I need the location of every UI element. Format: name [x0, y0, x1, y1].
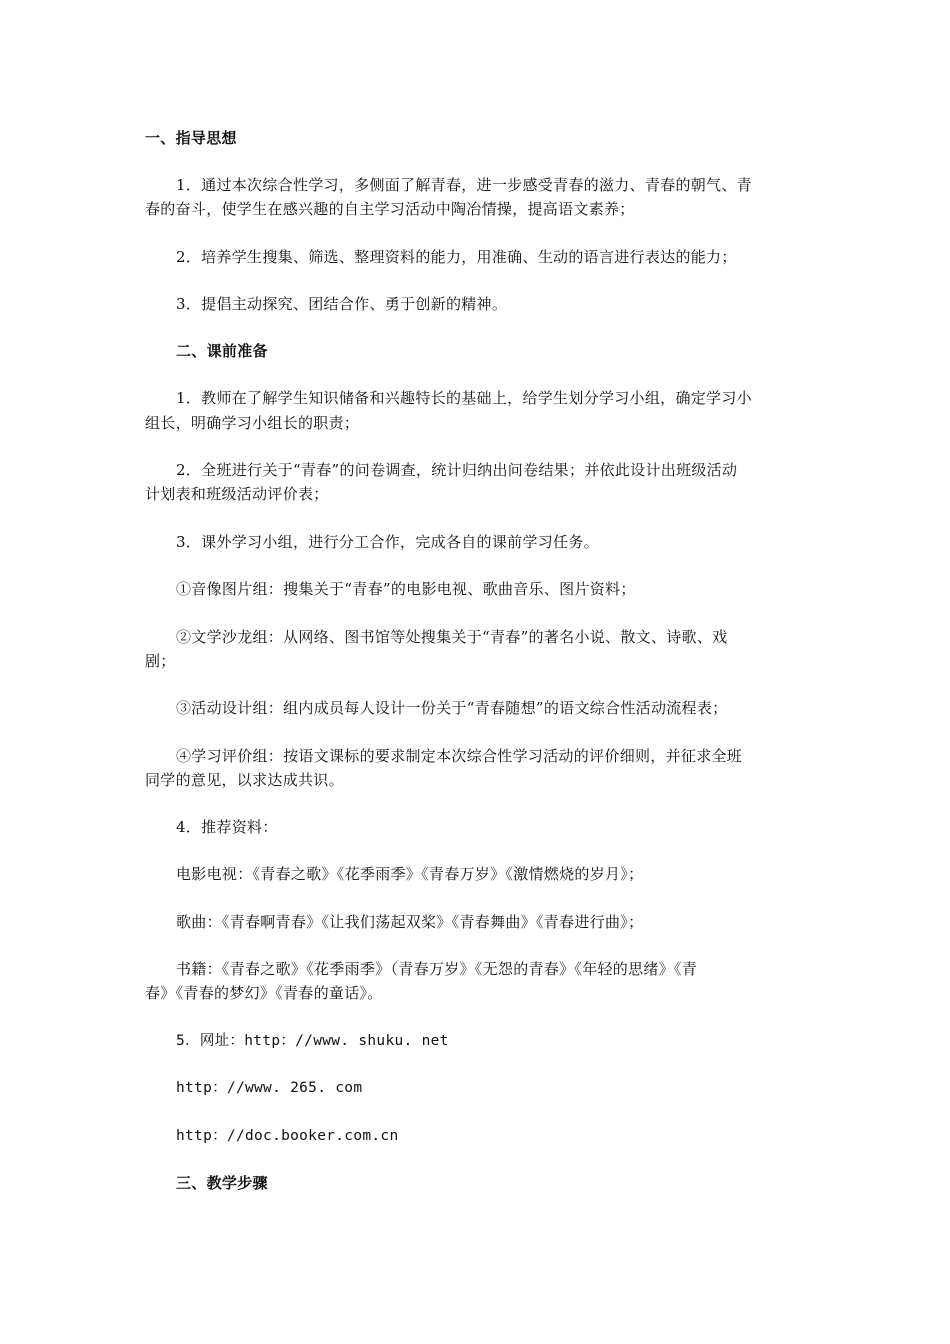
section-heading-guiding-thought: 一、指导思想: [145, 129, 237, 147]
paragraph-line: 组长，明确学习小组长的职责；: [145, 414, 360, 432]
paragraph-line: 剧；: [145, 652, 176, 670]
paragraph-line: 1．教师在了解学生知识储备和兴趣特长的基础上，给学生划分学习小组，确定学习小: [176, 389, 752, 407]
paragraph-line: http：//www. 265. com: [176, 1080, 363, 1096]
paragraph-line: 2．培养学生搜集、筛选、整理资料的能力，用准确、生动的语言进行表达的能力；: [176, 248, 737, 266]
paragraph-line: 1．通过本次综合性学习，多侧面了解青春，进一步感受青春的滋力、青春的朝气、青: [176, 176, 752, 194]
paragraph-line: 春的奋斗，使学生在感兴趣的自主学习活动中陶冶情操，提高语文素养；: [145, 200, 635, 218]
paragraph-line: 2．全班进行关于“青春”的问卷调查，统计归纳出问卷结果；并依此设计出班级活动: [176, 461, 738, 479]
paragraph-line: 4．推荐资料：: [176, 818, 278, 836]
paragraph-line: 3．课外学习小组，进行分工合作，完成各自的课前学习任务。: [176, 533, 599, 551]
paragraph-line: 书籍：《青春之歌》《花季雨季》（青春万岁》《无怨的青春》《年轻的思绪》《青: [176, 960, 698, 978]
paragraph-line: 计划表和班级活动评价表；: [145, 485, 329, 503]
paragraph-line: 3．提倡主动探究、团结合作、勇于创新的精神。: [176, 295, 508, 313]
paragraph-line: 春》《青春的梦幻》《青春的童话》。: [145, 984, 383, 1002]
section-heading-teaching-steps: 三、教学步骤: [176, 1174, 268, 1192]
paragraph-line: 5．网址：http：//www. shuku. net: [176, 1033, 449, 1049]
paragraph-line: ①音像图片组：搜集关于“青春”的电影电视、歌曲音乐、图片资料；: [176, 580, 636, 598]
section-heading-preparation: 二、课前准备: [176, 342, 268, 360]
paragraph-line: 电影电视：《青春之歌》《花季雨季》《青春万岁》《激情燃烧的岁月》；: [176, 865, 644, 883]
paragraph-line: 歌曲：《青春啊青春》《让我们荡起双桨》《青春舞曲》《青春进行曲》；: [176, 913, 644, 931]
paragraph-line: ④学习评价组：按语文课标的要求制定本次综合性学习活动的评价细则，并征求全班: [176, 747, 743, 765]
paragraph-line: ②文学沙龙组：从网络、图书馆等处搜集关于“青春”的著名小说、散文、诗歌、戏: [176, 628, 728, 646]
paragraph-line: ③活动设计组：组内成员每人设计一份关于“青春随想”的语文综合性活动流程表；: [176, 699, 728, 717]
paragraph-line: 同学的意见，以求达成共识。: [145, 771, 344, 789]
paragraph-line: http：//doc.booker.com.cn: [176, 1128, 399, 1144]
